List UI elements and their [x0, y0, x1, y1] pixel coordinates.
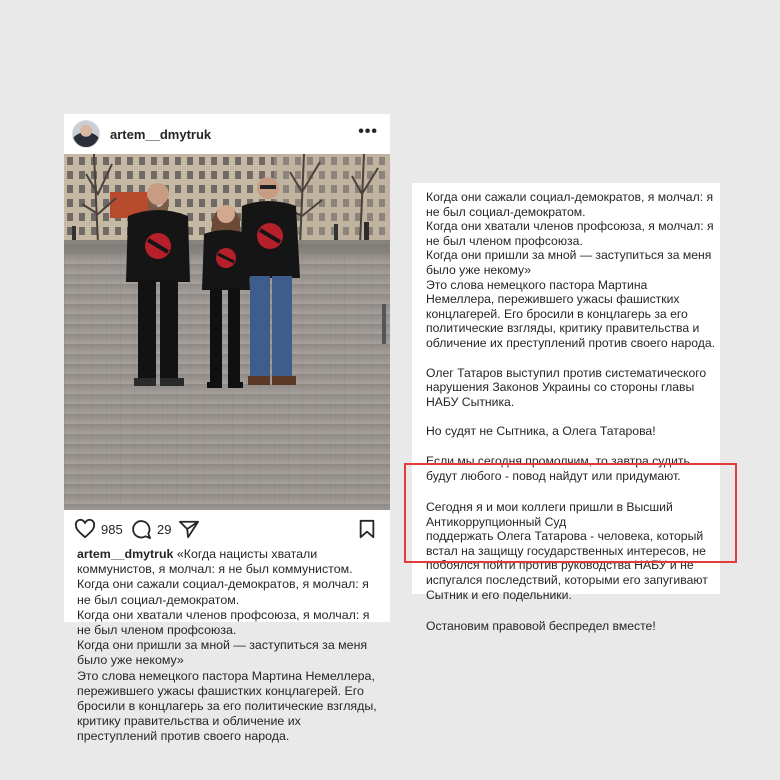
- instagram-post: [64, 114, 390, 744]
- post-actions: [64, 512, 390, 546]
- post-header: [64, 114, 390, 154]
- save-button[interactable]: [358, 519, 376, 539]
- like-button[interactable]: [74, 519, 123, 539]
- continuation-text: [426, 190, 718, 634]
- share-button[interactable]: [178, 519, 200, 539]
- comment-icon: [130, 519, 152, 539]
- note-paragraph-silent: Если мы сегодня промолчим, то завтра судить будут любого - повод найдут или придумают.: [426, 453, 690, 483]
- caption-line: «Когда нацисты хватали коммунистов, я молчал: я не был коммунистом.: [77, 547, 353, 577]
- caption-line: Это слова немецкого пастора Мартина Немеллера, пережившего ужасы фашистких концлагерей. Его бросили в концлагерь за его политические взгляды, критику правительства и обличение их преступлений против своего народа.: [77, 668, 377, 744]
- note-line: Когда они пришли за мной — заступиться за меня было уже некому»: [426, 248, 712, 277]
- post-photo: [64, 154, 390, 510]
- highlight-box: [404, 463, 737, 563]
- note-paragraph-tatarov: Олег Татаров выступил против систематического нарушения Законов Украины со стороны главы НАБУ Сытника.: [426, 365, 707, 409]
- caption-line: Когда они сажали социал-демократов, я молчал: я не был социал-демократом.: [77, 577, 369, 607]
- caption-line: Когда они пришли за мной — заступиться за меня было уже некому»: [77, 638, 368, 668]
- post-username[interactable]: artem__dmytruk: [110, 126, 212, 142]
- more-icon[interactable]: •••: [358, 123, 378, 140]
- note-line: Когда они сажали социал-демократов, я молчал: я не был социал-демократом.: [426, 190, 714, 219]
- bookmark-icon: [358, 519, 376, 539]
- note-paragraph-stop: Остановим правовой беспредел вместе!: [426, 619, 656, 634]
- note-line: Это слова немецкого пастора Мартина Немеллера, пережившего ужасы фашистких концлагерей. Его бросили в концлагерь за его политические взгляды, критику правительства и обличение их преступлений против своего народа.: [426, 277, 716, 350]
- heart-icon: [74, 519, 96, 539]
- note-paragraph-judge: Но судят не Сытника, а Олега Татарова!: [426, 424, 656, 439]
- note-paragraph-support: поддержать Олега Татарова - человека, который встал на защищу государственных интересов, не побоялся пойти против руководства НАБУ и не испугался последствий, которыми его запугивают Сытник и его подельники.: [426, 529, 708, 602]
- note-line: Когда они хватали членов профсоюза, я молчал: я не был членом профсоюза.: [426, 219, 714, 248]
- comments-count: 29: [157, 521, 172, 537]
- likes-count: 985: [101, 521, 123, 537]
- caption-username[interactable]: artem__dmytruk: [77, 547, 174, 561]
- post-caption: [77, 547, 383, 745]
- caption-line: Когда они хватали членов профсоюза, я молчал: я не был членом профсоюза.: [77, 607, 370, 638]
- avatar[interactable]: [72, 120, 100, 148]
- share-icon: [178, 519, 200, 539]
- note-paragraph-court: Сегодня я и мои коллеги пришли в Высший Антикоррупционный Суд: [426, 500, 673, 529]
- comment-button[interactable]: [130, 519, 171, 539]
